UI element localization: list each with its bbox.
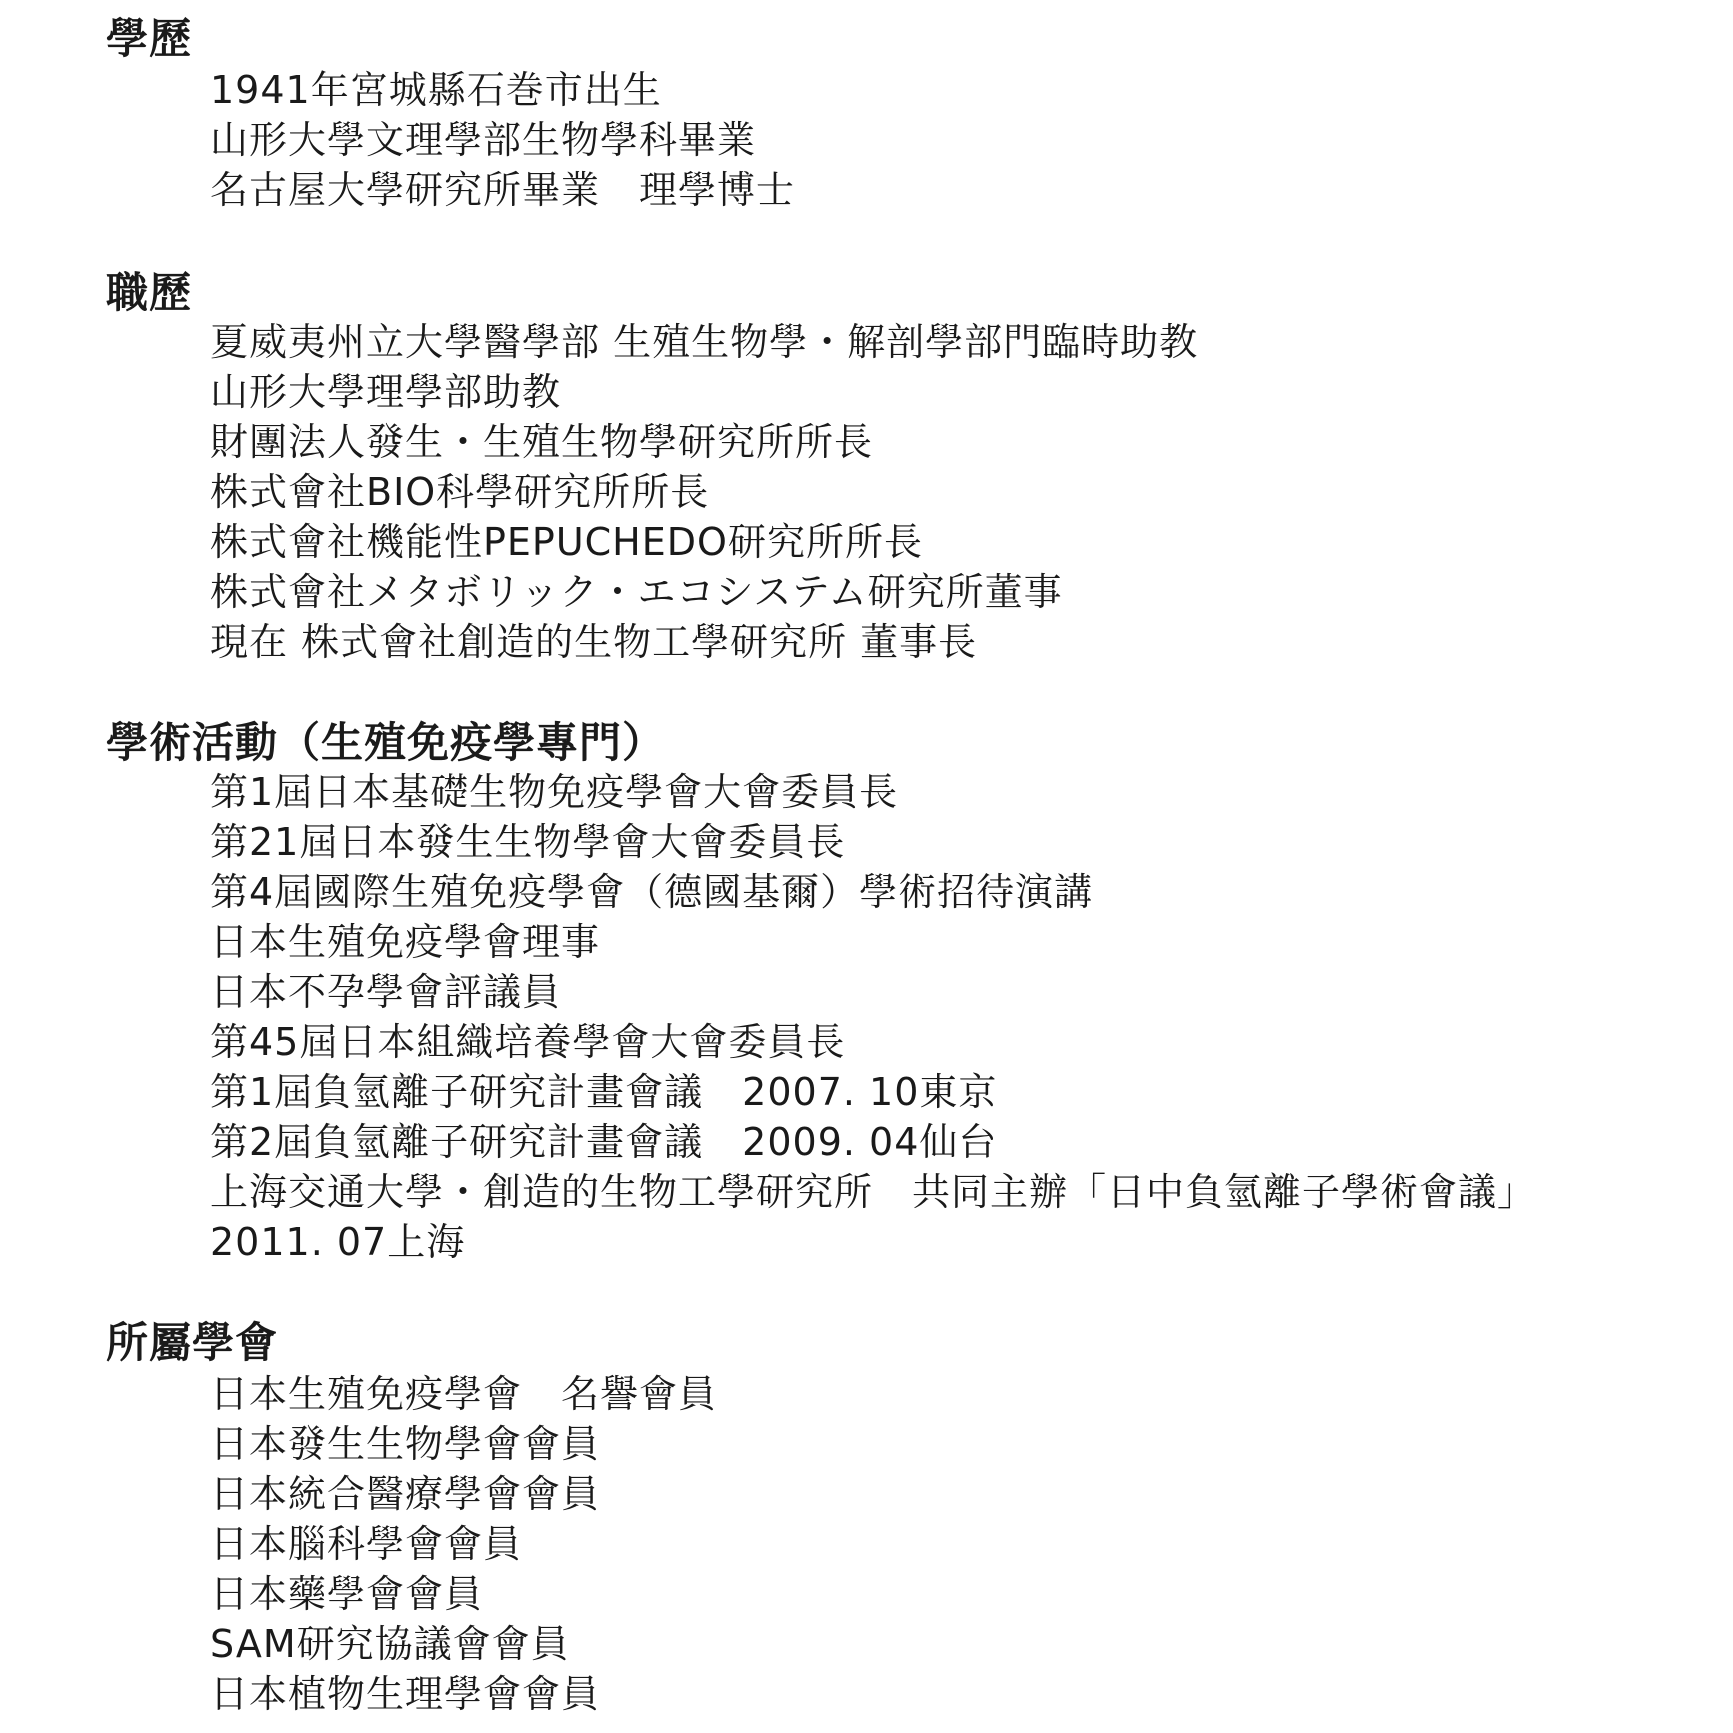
society-item: 日本腦科學會會員 (210, 1522, 523, 1566)
education-item: 1941年宮城縣石巻市出生 (210, 68, 662, 112)
academic-item: 日本生殖免疫學會理事 (210, 920, 601, 964)
career-item: 夏威夷州立大學醫學部 生殖生物學・解剖學部門臨時助教 (210, 320, 1199, 364)
society-item: 日本藥學會會員 (210, 1572, 484, 1616)
academic-item: 第45屆日本組織培養學會大會委員長 (210, 1020, 846, 1064)
society-item: SAM研究協議會會員 (210, 1622, 570, 1666)
education-item: 山形大學文理學部生物學科畢業 (210, 118, 757, 162)
education-heading: 學歷 (106, 14, 193, 63)
career-item: 株式會社BIO科學研究所所長 (210, 470, 710, 514)
society-item: 日本植物生理學會會員 (210, 1672, 601, 1716)
academic-item: 上海交通大學・創造的生物工學研究所 共同主辦「日中負氫離子學術會議」 (210, 1170, 1537, 1214)
career-item: 山形大學理學部助教 (210, 370, 562, 414)
career-item: 株式會社機能性PEPUCHEDO研究所所長 (210, 520, 923, 564)
academic-item: 第1屆負氫離子研究計畫會議 2007. 10東京 (210, 1070, 998, 1114)
career-heading: 職歷 (106, 268, 193, 317)
academic-item: 第4屆國際生殖免疫學會（德國基爾）學術招待演講 (210, 870, 1094, 914)
academic-item: 日本不孕學會評議員 (210, 970, 562, 1014)
society-item: 日本發生生物學會會員 (210, 1422, 601, 1466)
societies-heading: 所屬學會 (106, 1318, 279, 1367)
society-item: 日本生殖免疫學會 名譽會員 (210, 1372, 718, 1416)
career-item: 現在 株式會社創造的生物工學研究所 董事長 (210, 620, 978, 664)
society-item: 日本統合醫療學會會員 (210, 1472, 601, 1516)
academic-heading: 學術活動（生殖免疫學專門） (106, 718, 666, 767)
career-item: 株式會社メタボリック・エコシステム研究所董事 (210, 570, 1063, 614)
academic-item: 第2屆負氫離子研究計畫會議 2009. 04仙台 (210, 1120, 998, 1164)
academic-item: 第1屆日本基礎生物免疫學會大會委員長 (210, 770, 899, 814)
career-item: 財團法人發生・生殖生物學研究所所長 (210, 420, 874, 464)
academic-item: 第21屆日本發生生物學會大會委員長 (210, 820, 846, 864)
education-item: 名古屋大學研究所畢業 理學博士 (210, 168, 796, 212)
academic-item: 2011. 07上海 (210, 1220, 466, 1264)
